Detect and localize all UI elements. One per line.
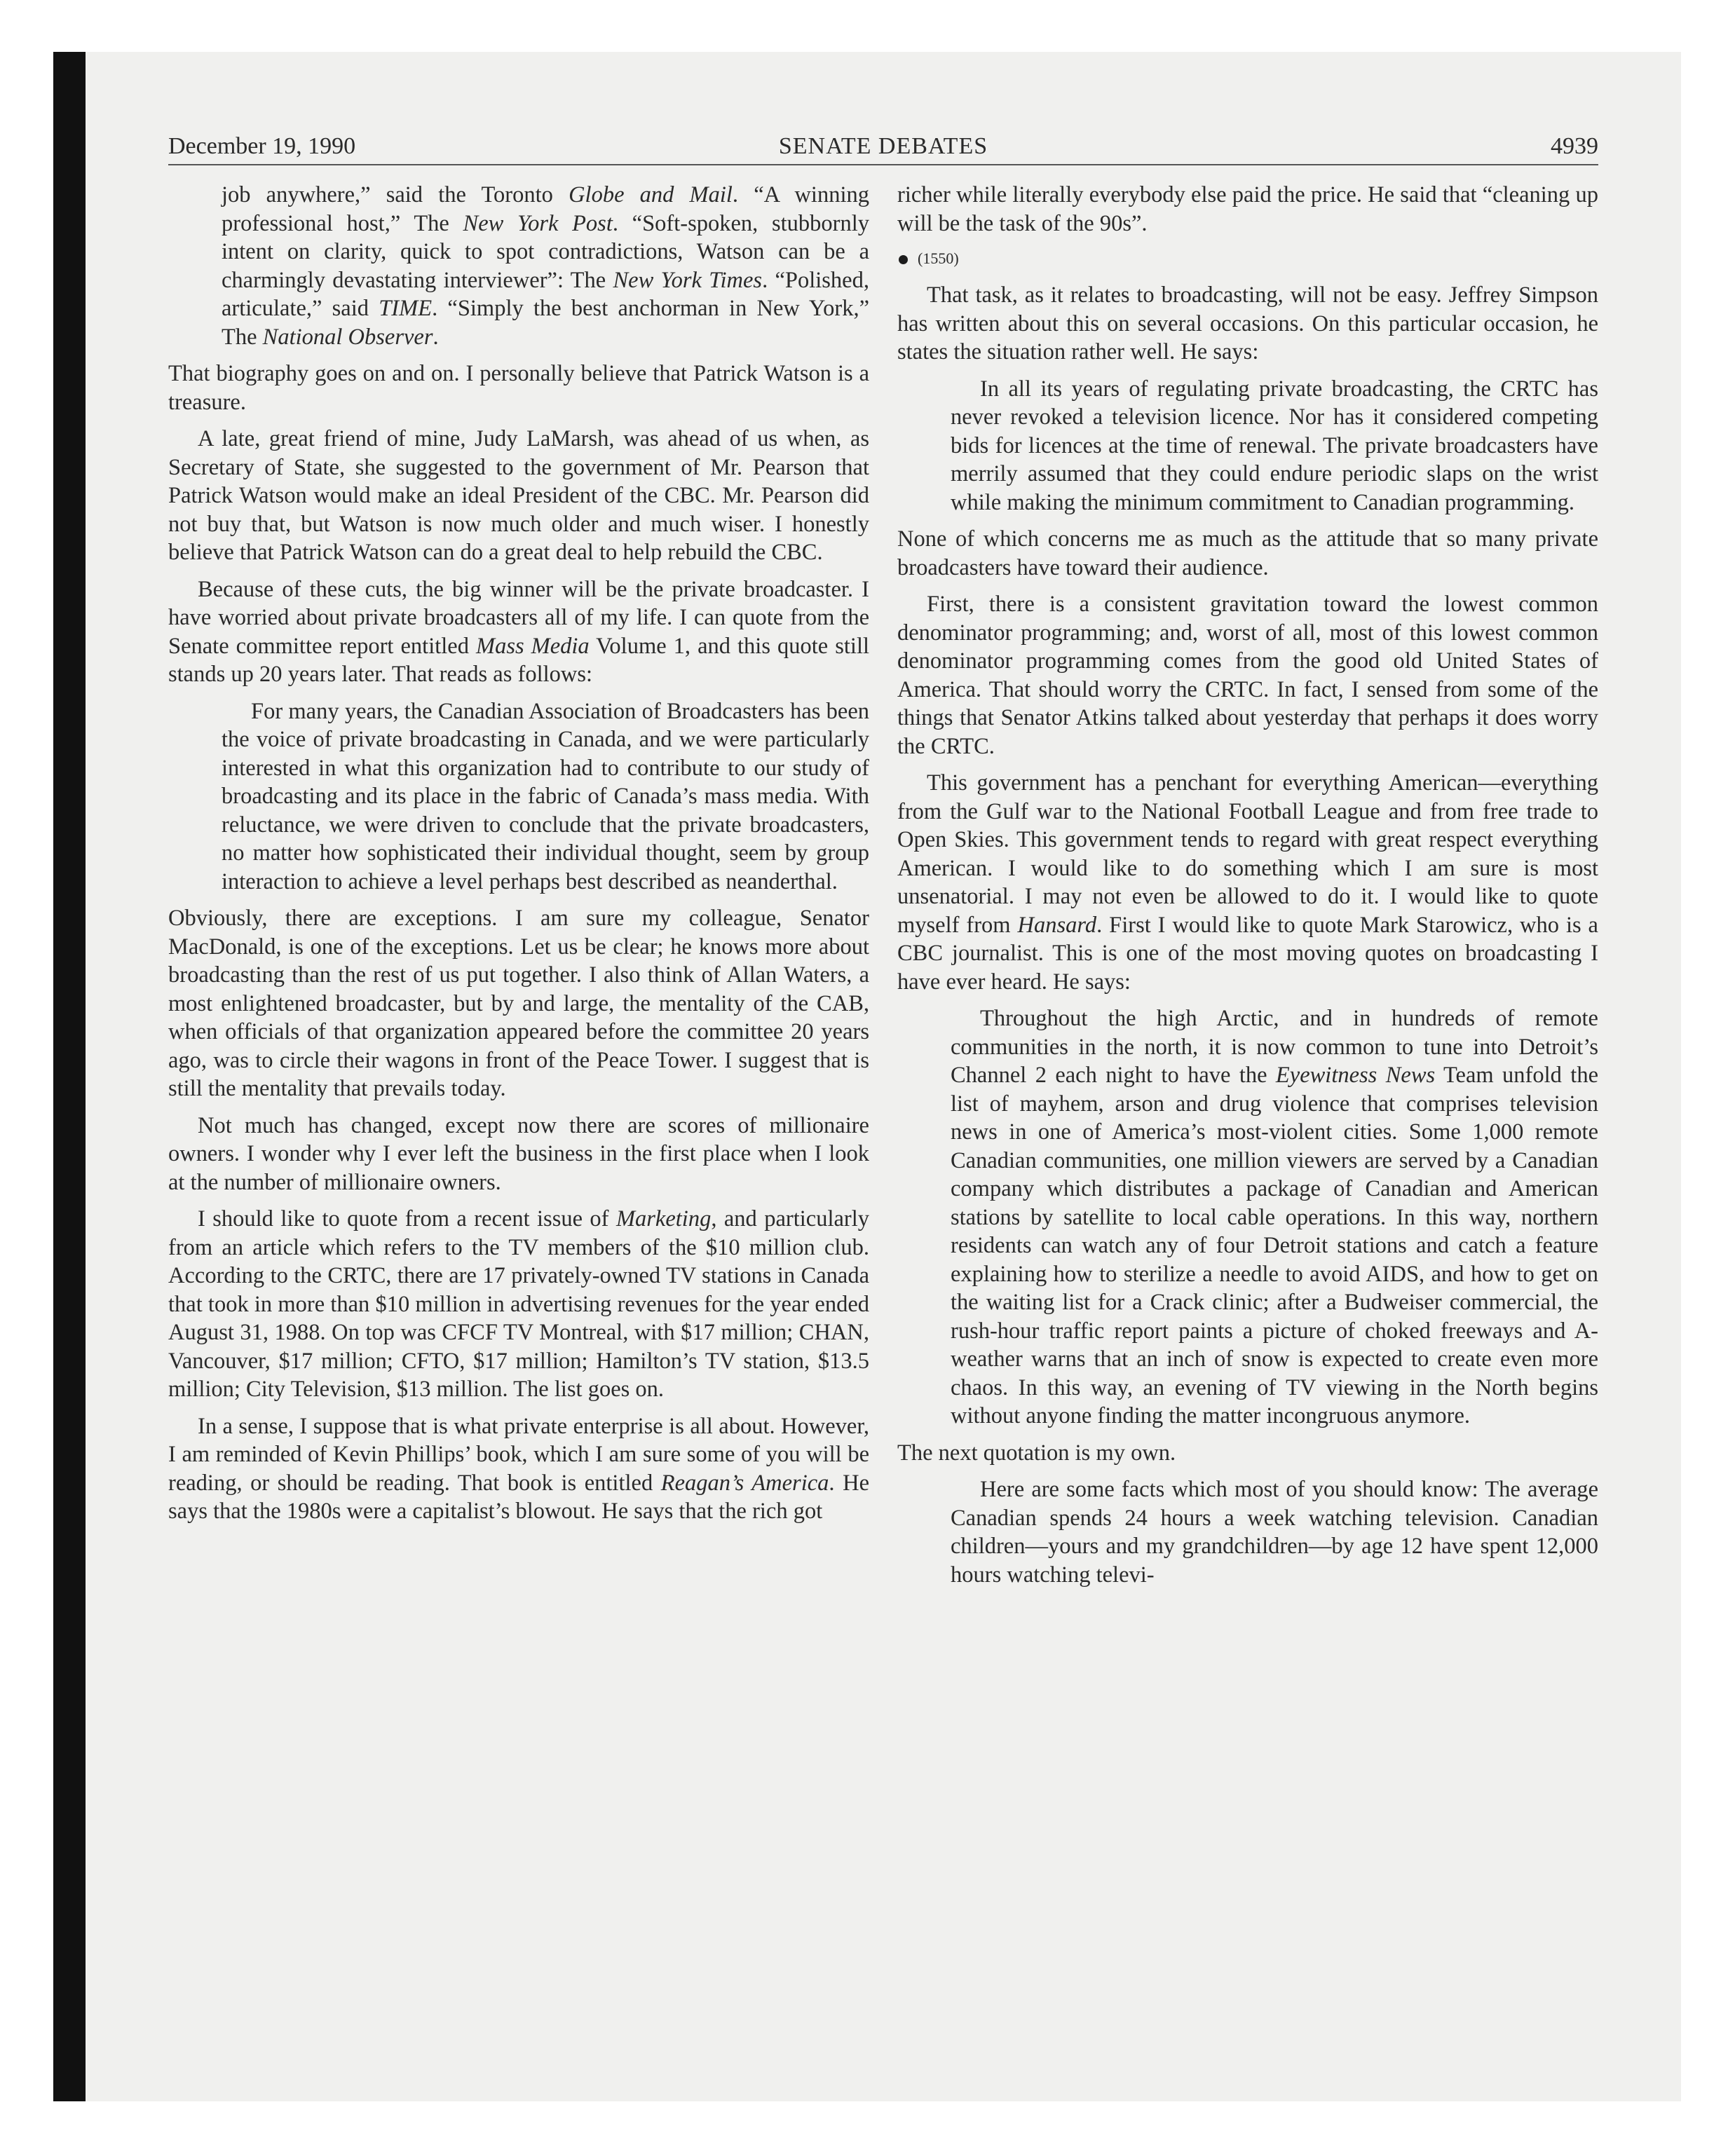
time-marker — [897, 246, 1598, 271]
paragraph-first: First, there is a consistent gravitation toward the lowest common denominator programming; and, worst of all, most of this lowest common denominator programming comes from the good old United States of America. That should worry the CRTC. In fact, I sensed from some of the things that Senator Atkins talked about yesterday that perhaps it does worry the CRTC. — [897, 592, 1598, 759]
praise-quote — [222, 181, 869, 351]
cab-quote: For many years, the Canadian Association of Broadcasters has been the voice of private broadcasting in Canada, and we were particularly interested in what this organization had to contribute to our study of broadcasting and its place in the fabric of Canada’s mass media. With reluctance, we were driven to conclude that the private broadcasters, no matter how sophisticated their individual thought, seem by group interaction to achieve a level perhaps best described as neanderthal. — [222, 698, 869, 894]
publication-time: TIME — [379, 296, 433, 321]
paragraph-none: None of which concerns me as much as the attitude that so many private broadcasters have toward their audience. — [897, 526, 1598, 580]
praise-text-5: . “Simply the best anchorman in New York,” The — [222, 296, 869, 350]
praise-text-3: . “Soft-spoken, stubbornly intent on clarity, quick to spot contradictions, Watson can be a charmingly devastating interviewer”: The — [222, 210, 869, 293]
cuts-text-1: Because of these cuts, the big winner will be the private broadcaster. I have worried about private broadcasters all of my life. I can quote from the Senate committee report entitled — [168, 576, 869, 659]
arctic-quote-block — [897, 1004, 1598, 1431]
publication-marketing: Marketing — [615, 1206, 712, 1231]
marketing-text-2: , and particularly from an article which refers to the TV members of the $10 million club. According to the CRTC, there are 17 privately-owned TV stations in Canada that took in more than $10 million in advertising revenues for the year ended August 31, 1988. On top was CFCF TV Montreal, with $17 million; CHAN, Vancouver, $17 million; CFTO, $17 million; Hamilton’s TV station, $13.5 million; City Television, $13 million. The list goes on. — [168, 1206, 869, 1402]
praise-text-6: . — [433, 324, 439, 350]
paragraph-cuts — [168, 575, 869, 689]
publication-ny-post: New York Post — [463, 210, 613, 236]
publication-globe-and-mail: Globe and Mail — [569, 182, 733, 207]
praise-text-2: . “A winning professional host,” The — [222, 182, 869, 236]
scan-binding-edge — [53, 52, 86, 2101]
arctic-text-1: Throughout the high Arctic, and in hundreds of remote communities in the north, it is now common to tune into Detroit’s Channel 2 each night to have the — [951, 1006, 1598, 1088]
header-title: SENATE DEBATES — [778, 133, 988, 159]
praise-quote-block — [168, 181, 869, 351]
publication-hansard: Hansard — [1017, 912, 1097, 938]
header-page-number: 4939 — [1551, 133, 1598, 159]
cuts-text-2: Volume 1, and this quote still stands up 20 years later. That reads as follows: — [168, 633, 870, 687]
paragraph-biography: That biography goes on and on. I personally believe that Patrick Watson is a treasure. — [168, 361, 869, 415]
praise-text-1: job anywhere,” said the Toronto — [222, 182, 569, 207]
paragraph-exceptions: Obviously, there are exceptions. I am sure my colleague, Senator MacDonald, is one of the exceptions. Let us be clear; he knows more about broadcasting than the rest of us put together. I also think of Allan Waters, a most enlightened broadcaster, but by and large, the mentality of the CAB, when officials of that organization appeared before the committee 20 years ago, was to circle their wagons in front of the Peace Tower. I suggest that is still the mentality that prevails today. — [168, 906, 869, 1101]
publication-national-observer: National Observer — [262, 324, 433, 350]
header-date: December 19, 1990 — [168, 133, 356, 159]
crtc-quote: In all its years of regulating private broadcasting, the CRTC has never revoked a television licence. Nor has it considered competing bids for licences at the time of renewal. The private broadcasters have merrily assumed that they could endure periodic slaps on the wrist while making the minimum commitment to Canadian programming. — [951, 376, 1598, 515]
paragraph-next-quotation: The next quotation is my own. — [897, 1440, 1176, 1466]
paragraph-task: That task, as it relates to broadcasting, will not be easy. Jeffrey Simpson has written about this on several occasions. On this particular occasion, he states the situation rather well. He says: — [897, 282, 1598, 364]
publication-ny-times: New York Times — [613, 267, 763, 293]
facts-quote-block — [897, 1475, 1598, 1589]
crtc-quote-block — [897, 375, 1598, 517]
paragraph-not-much-changed: Not much has changed, except now there are scores of millionaire owners. I wonder why I ever left the business in the first place when I look at the number of millionaire owners. — [168, 1112, 869, 1195]
arctic-quote — [951, 1004, 1598, 1431]
bullet-icon — [899, 255, 908, 264]
praise-text-4: . “Polished, articulate,” said — [222, 267, 869, 321]
paragraph-marketing — [168, 1205, 869, 1404]
arctic-text-2: Team unfold the list of mayhem, arson and drug violence that comprises television news in one of America’s most-violent cities. Some 1,000 remote Canadian communities, one million viewers are served by a Canadian company which distributes a package of Canadian and American stations by satellite to local cable operations. In this way, northern residents can watch any of four Detroit stations and catch a feature explaining how to sterilize a needle to avoid AIDS, and how to get on the waiting list for a Crack clinic; after a Budweiser commercial, the rush-hour traffic report paints a picture of choked freeways and A-weather warns that an inch of snow is expected to create even more chaos. In this way, an evening of TV viewing in the North begins without anyone finding the matter incongruous anymore. — [951, 1063, 1598, 1428]
paragraph-lamarsh: A late, great friend of mine, Judy LaMarsh, was ahead of us when, as Secretary of State, she suggested to the government of Mr. Pearson that Patrick Watson would make an ideal President of the CBC. Mr. Pearson did not buy that, but Watson is now much older and much wiser. I honestly believe that Patrick Watson can do a great deal to help rebuild the CBC. — [168, 426, 869, 565]
book-reagans-america: Reagan’s America — [660, 1470, 829, 1496]
right-column — [897, 181, 1598, 1597]
marketing-text-1: I should like to quote from a recent issue of — [198, 1206, 616, 1231]
sense-text-2: . He says that the 1980s were a capitalist’s blowout. He says that the rich got — [168, 1470, 869, 1524]
paragraph-government — [897, 769, 1598, 996]
running-header — [168, 129, 1598, 165]
sense-text-1: In a sense, I suppose that is what private enterprise is all about. However, I am reminded of Kevin Phillips’ book, which I am sure some of you will be reading, or should be reading. That book is entitled — [168, 1413, 869, 1496]
facts-quote: Here are some facts which most of you should know: The average Canadian spends 24 hours a week watching television. Canadian children—yours and my grandchildren—by age 12 have spent 12,000 hours watching televi- — [951, 1477, 1598, 1588]
left-column — [168, 181, 869, 1534]
report-mass-media: Mass Media — [476, 633, 590, 659]
paragraph-richer: richer while literally everybody else paid the price. He said that “cleaning up will be the task of the 90s”. — [897, 182, 1598, 236]
time-marker-text: (1550) — [918, 250, 959, 267]
cab-quote-block — [168, 697, 869, 896]
paragraph-private-enterprise — [168, 1412, 869, 1526]
program-eyewitness-news: Eyewitness News — [1275, 1063, 1436, 1088]
government-text-1: This government has a penchant for everything American—everything from the Gulf war to the National Football League and from free trade to Open Skies. This government tends to regard with great respect everything American. I would like to do something which I am sure is most unsenatorial. I may not even be allowed to do it. I would like to quote myself from — [897, 770, 1598, 938]
government-text-2: . First I would like to quote Mark Starowicz, who is a CBC journalist. This is one of the most moving quotes on broadcasting I have ever heard. He says: — [897, 912, 1598, 995]
